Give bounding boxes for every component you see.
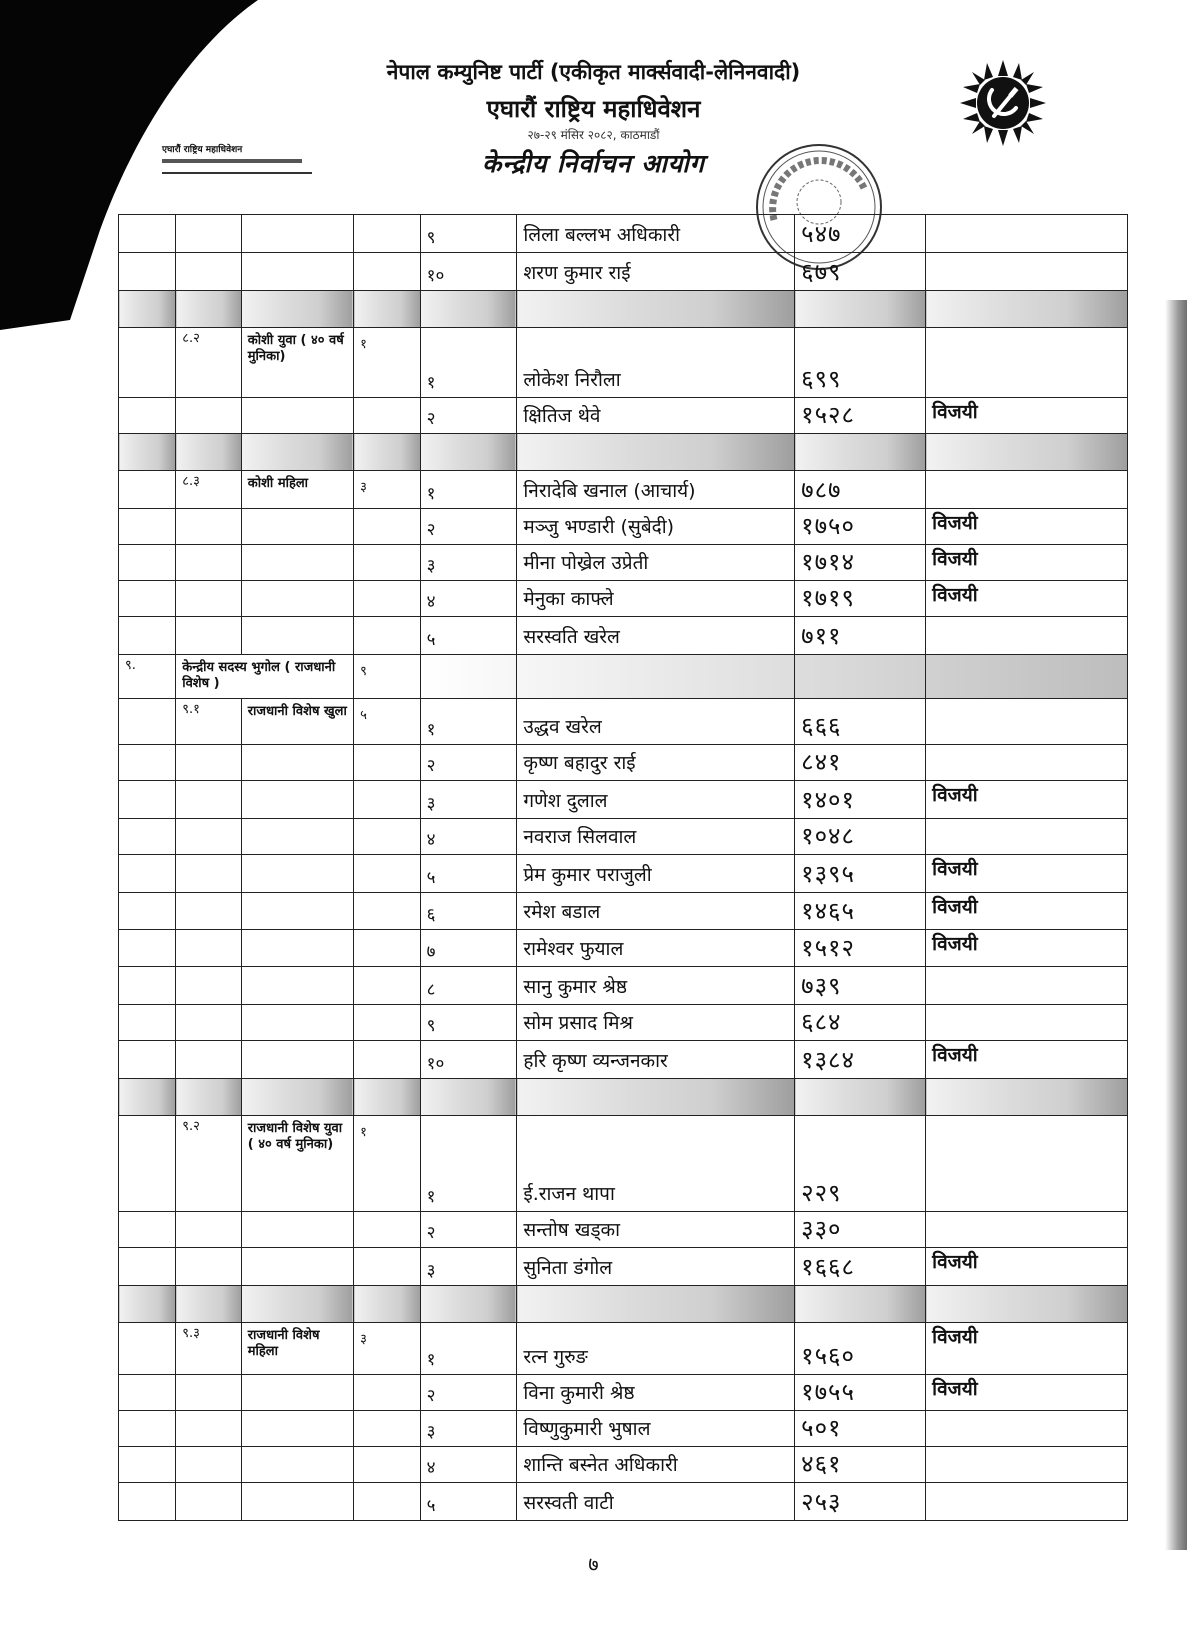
seat-count: ३ [354,1323,421,1375]
election-results-table [118,214,1128,1521]
separator-cell [241,1286,353,1323]
table-row [119,1248,1128,1286]
table-row [119,1447,1128,1483]
section-number: ९. [119,655,176,699]
table-row [119,893,1128,930]
result-status [926,253,1128,291]
empty-cell [119,1447,176,1483]
candidate-name: कृष्ण बहादुर राई [517,745,795,781]
result-status: विजयी [926,1375,1128,1411]
seat-count [354,509,421,545]
empty-cell [119,1116,176,1212]
seat-count [354,1375,421,1411]
table-row [119,581,1128,617]
separator-cell [176,291,242,328]
table-row [119,967,1128,1005]
seat-count [354,893,421,930]
table-row [119,1483,1128,1521]
vote-count: १७५० [795,509,926,545]
separator-cell [795,1079,926,1116]
post-title [241,967,353,1005]
empty-cell [517,655,795,699]
candidate-name: रामेश्वर फुयाल [517,930,795,967]
seat-count: ५ [354,699,421,745]
table-row [119,509,1128,545]
separator-cell [119,1079,176,1116]
result-status [926,1447,1128,1483]
table-row [119,930,1128,967]
post-title [241,617,353,655]
candidate-serial: ३ [420,1411,517,1447]
candidate-name: उद्धव खरेल [517,699,795,745]
separator-cell [517,434,795,471]
table-row [119,781,1128,819]
table-row [119,819,1128,855]
post-title [241,1005,353,1041]
post-title [241,398,353,434]
post-title: राजधानी विशेष युवा ( ४० वर्ष मुनिका) [241,1116,353,1212]
empty-cell [119,1005,176,1041]
candidate-name: मेनुका काफ्ले [517,581,795,617]
post-title: कोशी युवा ( ४० वर्ष मुनिका) [241,328,353,398]
seat-count [354,1483,421,1521]
post-title [241,1411,353,1447]
hammer-sickle-sun-emblem [960,60,1046,146]
post-number: ९.३ [176,1323,242,1375]
result-status [926,328,1128,398]
candidate-serial: ३ [420,1248,517,1286]
separator-cell [176,1286,242,1323]
post-title [241,1375,353,1411]
separator-row [119,1286,1128,1323]
post-title: राजधानी विशेष खुला [241,699,353,745]
table-row [119,699,1128,745]
section-header-row [119,655,1128,699]
table-row [119,253,1128,291]
separator-cell [420,1079,517,1116]
post-title [241,855,353,893]
table-row [119,1375,1128,1411]
vote-count: ६६६ [795,699,926,745]
empty-cell [926,655,1128,699]
post-number [176,509,242,545]
vote-count: ५४७ [795,215,926,253]
table-row [119,1116,1128,1212]
separator-cell [420,434,517,471]
separator-cell [119,291,176,328]
seat-count [354,967,421,1005]
table-row [119,855,1128,893]
candidate-name: मीना पोख्रेल उप्रेती [517,545,795,581]
candidate-name: नवराज सिलवाल [517,819,795,855]
empty-cell [119,1483,176,1521]
candidate-serial: ८ [420,967,517,1005]
post-number [176,1005,242,1041]
seat-count: १ [354,1116,421,1212]
candidate-name: सन्तोष खड्का [517,1212,795,1248]
party-name: नेपाल कम्युनिष्ट पार्टी (एकीकृत मार्क्सवादी-लेनिनवादी) [386,60,801,84]
vote-count: ४६१ [795,1447,926,1483]
vote-count: ७८७ [795,471,926,509]
result-status [926,617,1128,655]
vote-count: ६९९ [795,328,926,398]
post-number [176,617,242,655]
post-number [176,930,242,967]
congress-title: एघारौं राष्ट्रिय महाधिवेशन [486,95,701,123]
vote-count: ७३९ [795,967,926,1005]
post-number [176,1483,242,1521]
seat-count [354,781,421,819]
post-number [176,1212,242,1248]
result-status [926,1483,1128,1521]
vote-count: ६८४ [795,1005,926,1041]
candidate-serial: ५ [420,617,517,655]
candidate-serial: १ [420,1116,517,1212]
result-status: विजयी [926,893,1128,930]
result-status [926,471,1128,509]
empty-cell [119,1041,176,1079]
seat-count [354,855,421,893]
empty-cell [119,509,176,545]
separator-cell [926,1079,1128,1116]
separator-cell [354,434,421,471]
seat-count [354,1041,421,1079]
empty-cell [119,699,176,745]
vote-count: १४६५ [795,893,926,930]
table-row [119,1323,1128,1375]
candidate-name: लिला बल्लभ अधिकारी [517,215,795,253]
candidate-serial: २ [420,1375,517,1411]
candidate-name: सानु कुमार श्रेष्ठ [517,967,795,1005]
empty-cell [119,617,176,655]
candidate-serial: २ [420,398,517,434]
post-title [241,545,353,581]
separator-cell [517,1286,795,1323]
seat-count [354,617,421,655]
candidate-serial: ३ [420,545,517,581]
candidate-serial: १ [420,471,517,509]
result-status [926,1005,1128,1041]
post-number [176,893,242,930]
candidate-serial: ६ [420,893,517,930]
vote-count: ७११ [795,617,926,655]
result-status: विजयी [926,855,1128,893]
candidate-name: विना कुमारी श्रेष्ठ [517,1375,795,1411]
vote-count: ३३० [795,1212,926,1248]
candidate-serial: १ [420,328,517,398]
empty-cell [119,1411,176,1447]
candidate-name: सुनिता डंगोल [517,1248,795,1286]
empty-cell [119,253,176,291]
empty-cell [119,819,176,855]
empty-cell [119,781,176,819]
result-status: विजयी [926,1041,1128,1079]
post-number [176,819,242,855]
separator-row [119,1079,1128,1116]
congress-dates: २७-२९ मंसिर २०८२, काठमाडौं [527,128,660,142]
separator-cell [517,291,795,328]
post-title [241,745,353,781]
candidate-serial: ९ [420,1005,517,1041]
post-number [176,745,242,781]
table-row [119,1212,1128,1248]
separator-cell [119,434,176,471]
result-status: विजयी [926,930,1128,967]
candidate-name: शान्ति बस्नेत अधिकारी [517,1447,795,1483]
candidate-serial: ३ [420,781,517,819]
separator-cell [795,291,926,328]
result-status [926,1212,1128,1248]
candidate-name: निरादेबि खनाल (आचार्य) [517,471,795,509]
post-number: ८.३ [176,471,242,509]
post-number [176,215,242,253]
candidate-name: विष्णुकुमारी भुषाल [517,1411,795,1447]
result-status: विजयी [926,781,1128,819]
post-title [241,893,353,930]
seat-count [354,1005,421,1041]
post-number: ९.१ [176,699,242,745]
candidate-name: रमेश बडाल [517,893,795,930]
candidate-serial: २ [420,1212,517,1248]
seat-count: ३ [354,471,421,509]
section-seats: ९ [354,655,421,699]
candidate-serial: २ [420,745,517,781]
empty-cell [119,215,176,253]
result-status: विजयी [926,581,1128,617]
candidate-serial: ७ [420,930,517,967]
result-status [926,699,1128,745]
candidate-name: सोम प्रसाद मिश्र [517,1005,795,1041]
candidate-serial: ५ [420,855,517,893]
empty-cell [119,545,176,581]
table-row [119,1041,1128,1079]
post-number [176,1447,242,1483]
table-row [119,1411,1128,1447]
post-number [176,1375,242,1411]
empty-cell [119,893,176,930]
seat-count [354,819,421,855]
result-status [926,819,1128,855]
separator-cell [795,1286,926,1323]
candidate-serial: ४ [420,581,517,617]
seat-count [354,1411,421,1447]
post-title [241,1212,353,1248]
post-number [176,545,242,581]
seat-count [354,930,421,967]
separator-cell [926,1286,1128,1323]
post-number [176,581,242,617]
seat-count [354,215,421,253]
separator-cell [795,434,926,471]
candidate-name: ई.राजन थापा [517,1116,795,1212]
empty-cell [420,655,517,699]
empty-cell [119,1323,176,1375]
candidate-name: प्रेम कुमार पराजुली [517,855,795,893]
post-title: कोशी महिला [241,471,353,509]
candidate-name: मञ्जु भण्डारी (सुबेदी) [517,509,795,545]
candidate-name: क्षितिज थेवे [517,398,795,434]
candidate-name: रत्न गुरुङ [517,1323,795,1375]
table-row [119,215,1128,253]
table-row [119,1005,1128,1041]
candidate-name: सरस्वति खरेल [517,617,795,655]
candidate-serial: १० [420,1041,517,1079]
candidate-name: लोकेश निरौला [517,328,795,398]
candidate-serial: १० [420,253,517,291]
separator-cell [926,434,1128,471]
empty-cell [119,471,176,509]
separator-cell [420,1286,517,1323]
seat-count [354,398,421,434]
candidate-serial: ९ [420,215,517,253]
vote-count: १०४८ [795,819,926,855]
seat-count [354,1212,421,1248]
vote-count: १५१२ [795,930,926,967]
congress-logo-text: एघारौं राष्ट्रिय महाधिवेशन [162,145,243,155]
post-title [241,1041,353,1079]
empty-cell [119,930,176,967]
separator-cell [354,291,421,328]
result-status [926,967,1128,1005]
empty-cell [119,855,176,893]
post-number: ८.२ [176,328,242,398]
separator-cell [517,1079,795,1116]
vote-count: २५३ [795,1483,926,1521]
separator-cell [241,434,353,471]
empty-cell [119,1375,176,1411]
candidate-serial: १ [420,699,517,745]
table-row [119,398,1128,434]
seat-count [354,545,421,581]
result-status [926,1116,1128,1212]
result-status: विजयी [926,1323,1128,1375]
separator-cell [420,291,517,328]
vote-count: १६६८ [795,1248,926,1286]
post-title [241,581,353,617]
commission-title: केन्द्रीय निर्वाचन आयोग [482,149,705,178]
vote-count: १३९५ [795,855,926,893]
table-row [119,328,1128,398]
table-row [119,617,1128,655]
seat-count [354,1447,421,1483]
separator-cell [176,1079,242,1116]
separator-cell [119,1286,176,1323]
section-title: केन्द्रीय सदस्य भुगोल ( राजधानी विशेष ) [176,655,354,699]
post-number [176,398,242,434]
empty-cell [119,1248,176,1286]
post-number [176,1248,242,1286]
vote-count: १७५५ [795,1375,926,1411]
result-status: विजयी [926,545,1128,581]
scan-shadow-edge [1165,300,1187,1550]
separator-row [119,434,1128,471]
candidate-name: गणेश दुलाल [517,781,795,819]
vote-count: १४०१ [795,781,926,819]
post-title [241,930,353,967]
post-number [176,967,242,1005]
table-row [119,471,1128,509]
vote-count: ६७९ [795,253,926,291]
post-number [176,1041,242,1079]
post-title [241,1248,353,1286]
seat-count: १ [354,328,421,398]
post-title [241,253,353,291]
post-title [241,215,353,253]
post-number [176,781,242,819]
separator-cell [354,1286,421,1323]
candidate-name: शरण कुमार राई [517,253,795,291]
candidate-name: सरस्वती वाटी [517,1483,795,1521]
post-title [241,819,353,855]
candidate-serial: ५ [420,1483,517,1521]
separator-row [119,291,1128,328]
candidate-serial: २ [420,509,517,545]
vote-count: ८४१ [795,745,926,781]
empty-cell [795,655,926,699]
vote-count: १५६० [795,1323,926,1375]
page-number: ७ [588,1552,599,1576]
table-row [119,745,1128,781]
post-number: ९.२ [176,1116,242,1212]
result-status [926,745,1128,781]
result-status [926,1411,1128,1447]
vote-count: ५०१ [795,1411,926,1447]
result-status: विजयी [926,1248,1128,1286]
separator-cell [241,291,353,328]
post-title [241,1483,353,1521]
seat-count [354,253,421,291]
vote-count: २२९ [795,1116,926,1212]
post-number [176,1411,242,1447]
result-status: विजयी [926,398,1128,434]
post-number [176,253,242,291]
empty-cell [119,581,176,617]
post-number [176,855,242,893]
post-title: राजधानी विशेष महिला [241,1323,353,1375]
empty-cell [119,328,176,398]
candidate-serial: ४ [420,819,517,855]
result-status [926,215,1128,253]
vote-count: १५२८ [795,398,926,434]
empty-cell [119,967,176,1005]
table-row [119,545,1128,581]
separator-cell [176,434,242,471]
post-title [241,781,353,819]
vote-count: १७१९ [795,581,926,617]
empty-cell [119,398,176,434]
empty-cell [119,745,176,781]
separator-cell [926,291,1128,328]
candidate-serial: १ [420,1323,517,1375]
empty-cell [119,1212,176,1248]
candidate-name: हरि कृष्ण व्यन्जनकार [517,1041,795,1079]
seat-count [354,1248,421,1286]
separator-cell [241,1079,353,1116]
vote-count: १७१४ [795,545,926,581]
post-title [241,1447,353,1483]
candidate-serial: ४ [420,1447,517,1483]
seat-count [354,745,421,781]
separator-cell [354,1079,421,1116]
vote-count: १३८४ [795,1041,926,1079]
seat-count [354,581,421,617]
post-title [241,509,353,545]
result-status: विजयी [926,509,1128,545]
